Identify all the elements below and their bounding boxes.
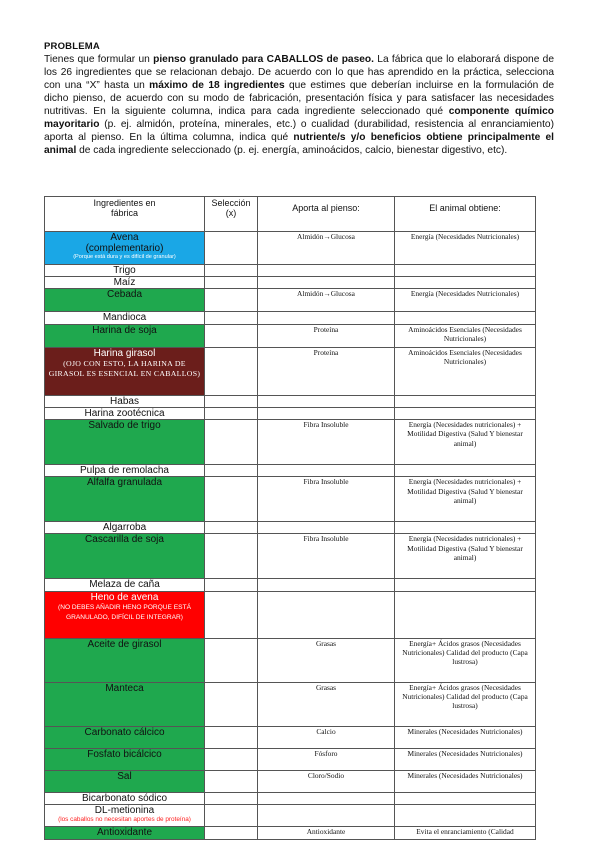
- header-obtiene: El animal obtiene:: [395, 197, 536, 232]
- selection-cell[interactable]: [205, 770, 258, 792]
- page-heading: PROBLEMA: [44, 41, 100, 52]
- ingredient-cell: [45, 347, 205, 395]
- obtiene-cell[interactable]: [395, 265, 536, 277]
- table-row: [45, 682, 536, 726]
- selection-cell[interactable]: [205, 232, 258, 265]
- selection-cell[interactable]: [205, 465, 258, 477]
- selection-cell[interactable]: [205, 289, 258, 312]
- ingredient-name: Habas: [110, 395, 139, 407]
- selection-cell[interactable]: [205, 312, 258, 324]
- table-header-row: [45, 197, 536, 232]
- table-row: [45, 232, 536, 265]
- table-row: [45, 792, 536, 804]
- obtiene-cell[interactable]: [395, 522, 536, 534]
- ingredient-cell: [45, 420, 205, 465]
- aporta-cell[interactable]: Fibra Insoluble: [258, 420, 395, 465]
- selection-cell[interactable]: [205, 748, 258, 770]
- table-row: [45, 265, 536, 277]
- ingredient-name: Harina zootécnica: [84, 407, 165, 419]
- aporta-cell[interactable]: [258, 804, 395, 826]
- ingredient-name: Melaza de caña: [89, 579, 160, 591]
- aporta-cell[interactable]: Almidón→Glucosa: [258, 289, 395, 312]
- ingredient-name: Carbonato cálcico: [84, 726, 165, 738]
- ingredient-name: Fosfato bicálcico: [87, 748, 162, 760]
- table-row: [45, 420, 536, 465]
- table-row: [45, 289, 536, 312]
- table-row: [45, 277, 536, 289]
- ingredient-cell: [45, 465, 205, 477]
- selection-cell[interactable]: [205, 347, 258, 395]
- selection-cell[interactable]: [205, 477, 258, 522]
- ingredient-cell: [45, 726, 205, 748]
- table-row: [45, 726, 536, 748]
- ingredient-name: Sal: [117, 770, 132, 782]
- ingredient-cell: [45, 579, 205, 591]
- ingredient-cell: [45, 477, 205, 522]
- obtiene-cell[interactable]: Energía (Necesidades nutricionales) + Motilidad Digestiva (Salud Y bienestar animal): [395, 534, 536, 579]
- aporta-cell[interactable]: Fibra Insoluble: [258, 477, 395, 522]
- ingredient-cell: [45, 770, 205, 792]
- ingredient-cell: [45, 289, 205, 312]
- ingredient-cell: [45, 748, 205, 770]
- ingredient-name: Harina girasol: [93, 347, 156, 359]
- table-row: [45, 324, 536, 347]
- ingredient-name: Manteca: [105, 682, 144, 694]
- selection-cell[interactable]: [205, 792, 258, 804]
- ingredient-name: Aceite de girasol: [87, 638, 162, 650]
- selection-cell[interactable]: [205, 534, 258, 579]
- table-row: [45, 534, 536, 579]
- selection-cell[interactable]: [205, 579, 258, 591]
- ingredient-name: DL-metionina: [94, 804, 155, 816]
- selection-cell[interactable]: [205, 522, 258, 534]
- intro-bold-2: máximo de 18 ingredientes: [149, 80, 285, 92]
- table-row: [45, 522, 536, 534]
- ingredient-name: Maíz: [113, 277, 136, 289]
- ingredient-note: (NO DEBES AÑADIR HENO PORQUE ESTÁ GRANULADO, DIFÍCIL DE INTEGRAR): [58, 603, 191, 621]
- obtiene-cell[interactable]: [395, 792, 536, 804]
- aporta-cell[interactable]: Antioxidante: [258, 826, 395, 839]
- ingredient-name: Alfalfa granulada: [86, 477, 163, 489]
- ingredient-name: Trigo: [113, 265, 136, 276]
- intro-text-5: de cada ingrediente seleccionado (p. ej. energía, aminoácidos, calcio, bienestar digestivo, etc).: [76, 145, 508, 157]
- obtiene-cell[interactable]: [395, 804, 536, 826]
- obtiene-cell[interactable]: Energía (Necesidades nutricionales) + Motilidad Digestiva (Salud Y bienestar animal): [395, 477, 536, 522]
- selection-cell[interactable]: [205, 395, 258, 407]
- ingredient-cell: [45, 522, 205, 534]
- table-row: [45, 312, 536, 324]
- ingredient-note: (OJO CON ESTO, LA HARINA DE GIRASOL ES ESENCIAL EN CABALLOS): [48, 358, 201, 378]
- intro-text-4: (p. ej. almidón, proteína, minerales, etc.) o cualidad (durabilidad, resistencia al enranciamiento) aporta al pienso. En la última columna, indica qué: [44, 119, 554, 144]
- ingredient-name: Harina de soja: [92, 324, 157, 336]
- selection-cell[interactable]: [205, 826, 258, 839]
- intro-bold-1: pienso granulado para CABALLOS de paseo.: [153, 54, 374, 65]
- selection-cell[interactable]: [205, 682, 258, 726]
- obtiene-cell[interactable]: Minerales (Necesidades Nutricionales): [395, 748, 536, 770]
- obtiene-cell[interactable]: Energía (Necesidades Nutricionales): [395, 289, 536, 312]
- selection-cell[interactable]: [205, 726, 258, 748]
- aporta-cell[interactable]: Almidón→Glucosa: [258, 232, 395, 265]
- obtiene-cell[interactable]: [395, 395, 536, 407]
- aporta-cell[interactable]: [258, 277, 395, 289]
- intro-bold-4: nutriente/s y/o beneficios obtiene principalmente el animal: [44, 132, 554, 157]
- ingredient-name: Salvado de trigo: [88, 420, 161, 432]
- obtiene-cell[interactable]: [395, 465, 536, 477]
- aporta-cell[interactable]: Proteína: [258, 347, 395, 395]
- intro-text-2: La fábrica que lo elaborará dispone de los 26 ingredientes que se relacionan debajo. De acuerdo con lo que has aprendido en la práctica, selecciona con una “X” hasta un: [44, 54, 555, 92]
- aporta-cell[interactable]: Fósforo: [258, 748, 395, 770]
- ingredient-cell: [45, 265, 205, 277]
- aporta-cell[interactable]: Fibra Insoluble: [258, 534, 395, 579]
- ingredient-name: Algarroba: [102, 522, 147, 534]
- aporta-cell[interactable]: Grasas: [258, 638, 395, 682]
- aporta-cell[interactable]: [258, 591, 395, 638]
- table-row: [45, 407, 536, 419]
- obtiene-cell[interactable]: Energía+ Ácidos grasos (Necesidades Nutricionales) Calidad del producto (Capa lustrosa): [395, 638, 536, 682]
- ingredient-cell: [45, 395, 205, 407]
- obtiene-cell[interactable]: Energía+ Ácidos grasos (Necesidades Nutricionales) Calidad del producto (Capa lustrosa): [395, 682, 536, 726]
- obtiene-cell[interactable]: Aminoácidos Esenciales (Necesidades Nutricionales): [395, 347, 536, 395]
- header-aporta: Aporta al pienso:: [258, 197, 395, 232]
- ingredient-cell: [45, 804, 205, 826]
- table-row: [45, 579, 536, 591]
- ingredient-name: Heno de avena: [90, 591, 159, 603]
- selection-cell[interactable]: [205, 265, 258, 277]
- ingredient-cell: [45, 407, 205, 419]
- problem-statement: [44, 53, 554, 157]
- ingredient-name: Cascarilla de soja: [85, 534, 164, 546]
- selection-cell[interactable]: [205, 324, 258, 347]
- aporta-cell[interactable]: [258, 265, 395, 277]
- obtiene-cell[interactable]: [395, 407, 536, 419]
- table-row: [45, 638, 536, 682]
- table-row: [45, 347, 536, 395]
- intro-bold-3: componente químico mayoritario: [44, 106, 554, 131]
- aporta-cell[interactable]: [258, 792, 395, 804]
- obtiene-cell[interactable]: [395, 579, 536, 591]
- obtiene-cell[interactable]: [395, 591, 536, 638]
- ingredient-cell: [45, 591, 205, 638]
- table-row: [45, 770, 536, 792]
- header-seleccion: Selección (x): [205, 197, 258, 232]
- aporta-cell[interactable]: Proteína: [258, 324, 395, 347]
- intro-text-1: Tienes que formular un: [44, 54, 154, 65]
- obtiene-cell[interactable]: [395, 312, 536, 324]
- ingredient-cell: [45, 792, 205, 804]
- table-row: [45, 748, 536, 770]
- ingredient-cell: [45, 638, 205, 682]
- obtiene-cell[interactable]: Energía (Necesidades nutricionales) + Motilidad Digestiva (Salud Y bienestar animal): [395, 420, 536, 465]
- selection-cell[interactable]: [205, 638, 258, 682]
- selection-cell[interactable]: [205, 420, 258, 465]
- obtiene-cell[interactable]: Energía (Necesidades Nutricionales): [395, 232, 536, 265]
- selection-cell[interactable]: [205, 407, 258, 419]
- obtiene-cell[interactable]: Minerales (Necesidades Nutricionales): [395, 770, 536, 792]
- table-row: [45, 395, 536, 407]
- selection-cell[interactable]: [205, 591, 258, 638]
- header-ingredientes: Ingredientes en fábrica: [45, 197, 205, 232]
- selection-cell[interactable]: [205, 804, 258, 826]
- aporta-cell[interactable]: [258, 395, 395, 407]
- aporta-cell[interactable]: [258, 407, 395, 419]
- aporta-cell[interactable]: Grasas: [258, 682, 395, 726]
- ingredient-cell: [45, 826, 205, 839]
- ingredient-cell: [45, 534, 205, 579]
- aporta-cell[interactable]: [258, 579, 395, 591]
- obtiene-cell[interactable]: Evita el enranciamiento (Calidad: [395, 826, 536, 839]
- table-row: [45, 465, 536, 477]
- selection-cell[interactable]: [205, 277, 258, 289]
- obtiene-cell[interactable]: Aminoácidos Esenciales (Necesidades Nutricionales): [395, 324, 536, 347]
- aporta-cell[interactable]: [258, 465, 395, 477]
- ingredients-table: [44, 196, 536, 840]
- obtiene-cell[interactable]: Minerales (Necesidades Nutricionales): [395, 726, 536, 748]
- aporta-cell[interactable]: [258, 522, 395, 534]
- ingredient-note: (los caballos no necesitan aportes de proteína): [58, 816, 191, 824]
- ingredient-cell: [45, 277, 205, 289]
- table-row: [45, 826, 536, 839]
- ingredient-cell: [45, 324, 205, 347]
- ingredient-cell: [45, 312, 205, 324]
- ingredient-name: Pulpa de remolacha: [80, 465, 169, 477]
- table-row: [45, 477, 536, 522]
- ingredient-name: Bicarbonato sódico: [81, 792, 168, 804]
- ingredient-name: Mandioca: [102, 312, 147, 324]
- ingredient-note: (Porque está dura y es difícil de granular): [73, 254, 176, 261]
- ingredient-cell: [45, 682, 205, 726]
- ingredient-name: Cebada: [106, 289, 143, 301]
- intro-text-3: que estimes que deberían incluirse en la formulación de dicho pienso, de acuerdo con su modo de fabricación, presentación física y para satisfacer las necesidades nutritivas. En la siguiente columna, indica para cada ingrediente seleccionado qué: [44, 80, 554, 118]
- ingredient-cell: [45, 232, 205, 265]
- ingredient-name: Avena (complementario): [85, 232, 164, 255]
- ingredient-name: Antioxidante: [96, 826, 153, 838]
- table-row: [45, 591, 536, 638]
- obtiene-cell[interactable]: [395, 277, 536, 289]
- aporta-cell[interactable]: Cloro/Sodio: [258, 770, 395, 792]
- aporta-cell[interactable]: [258, 312, 395, 324]
- aporta-cell[interactable]: Calcio: [258, 726, 395, 748]
- table-row: [45, 804, 536, 826]
